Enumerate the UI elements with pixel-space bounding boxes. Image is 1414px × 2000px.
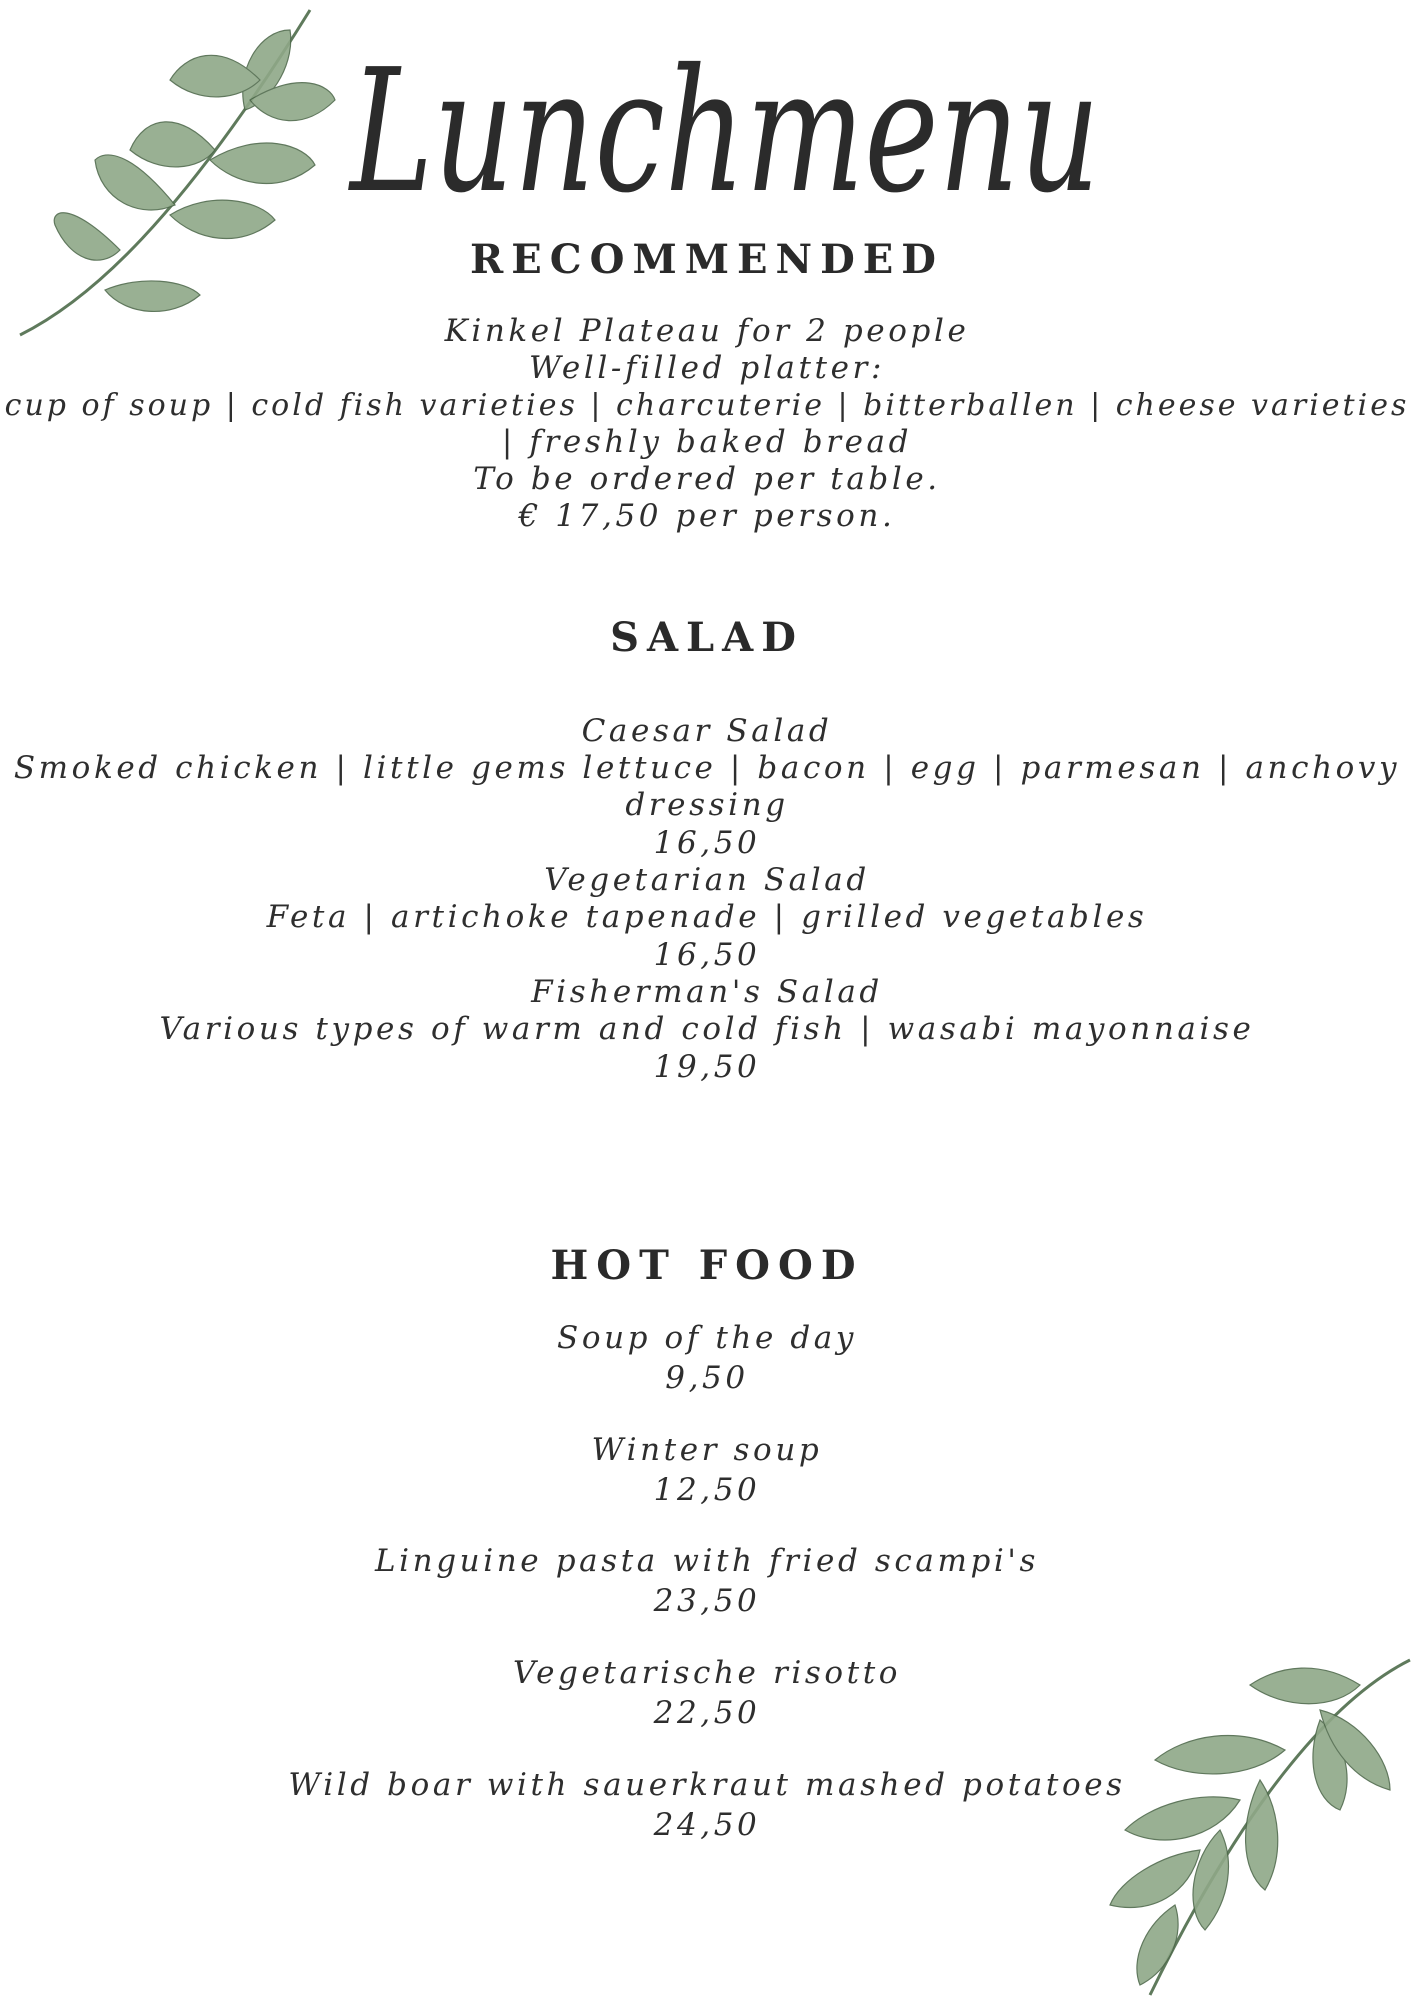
recommended-line: | freshly baked bread: [501, 424, 913, 460]
hot-food-item-price: 22,50: [653, 1695, 761, 1731]
section-heading-salad: SALAD: [610, 614, 804, 661]
menu-title: [347, 0, 1110, 231]
salad-line: 16,50: [653, 937, 761, 973]
salad-line: 16,50: [653, 825, 761, 861]
section-heading-recommended: RECOMMENDED: [470, 236, 944, 283]
recommended-line: Kinkel Plateau for 2 people: [444, 313, 970, 349]
hot-food-item-price: 9,50: [665, 1360, 749, 1396]
salad-line: Feta | artichoke tapenade | grilled vegetables: [266, 899, 1148, 935]
hot-food-item-price: 24,50: [653, 1807, 761, 1843]
section-heading-hot-food: HOT FOOD: [550, 1242, 864, 1289]
salad-line: Smoked chicken | little gems lettuce | bacon | egg | parmesan | anchovy: [13, 750, 1401, 786]
hot-food-item-name: Vegetarische risotto: [512, 1655, 902, 1691]
recommended-line: € 17,50 per person.: [518, 498, 896, 534]
salad-line: Caesar Salad: [581, 713, 833, 749]
recommended-line: Well-filled platter:: [528, 350, 885, 386]
recommended-line: cup of soup | cold fish varieties | charcuterie | bitterballen | cheese varieties: [4, 388, 1410, 423]
leaf-branch-icon: [10, 0, 340, 345]
leaf-branch-icon: [1090, 1640, 1414, 2000]
hot-food-item-price: 12,50: [653, 1472, 761, 1508]
salad-line: Fisherman's Salad: [531, 974, 883, 1010]
hot-food-item-price: 23,50: [653, 1583, 761, 1619]
hot-food-item-name: Winter soup: [591, 1432, 823, 1468]
menu-title-text: Lunchmenu: [347, 33, 1101, 231]
salad-line: Vegetarian Salad: [544, 862, 870, 898]
salad-line: 19,50: [653, 1049, 761, 1085]
hot-food-item-name: Wild boar with sauerkraut mashed potatoes: [288, 1767, 1126, 1803]
hot-food-item-name: Linguine pasta with fried scampi's: [374, 1543, 1040, 1579]
salad-line: dressing: [625, 787, 789, 823]
hot-food-item-name: Soup of the day: [556, 1320, 858, 1356]
salad-line: Various types of warm and cold fish | wasabi mayonnaise: [159, 1011, 1255, 1047]
recommended-line: To be ordered per table.: [473, 461, 941, 497]
